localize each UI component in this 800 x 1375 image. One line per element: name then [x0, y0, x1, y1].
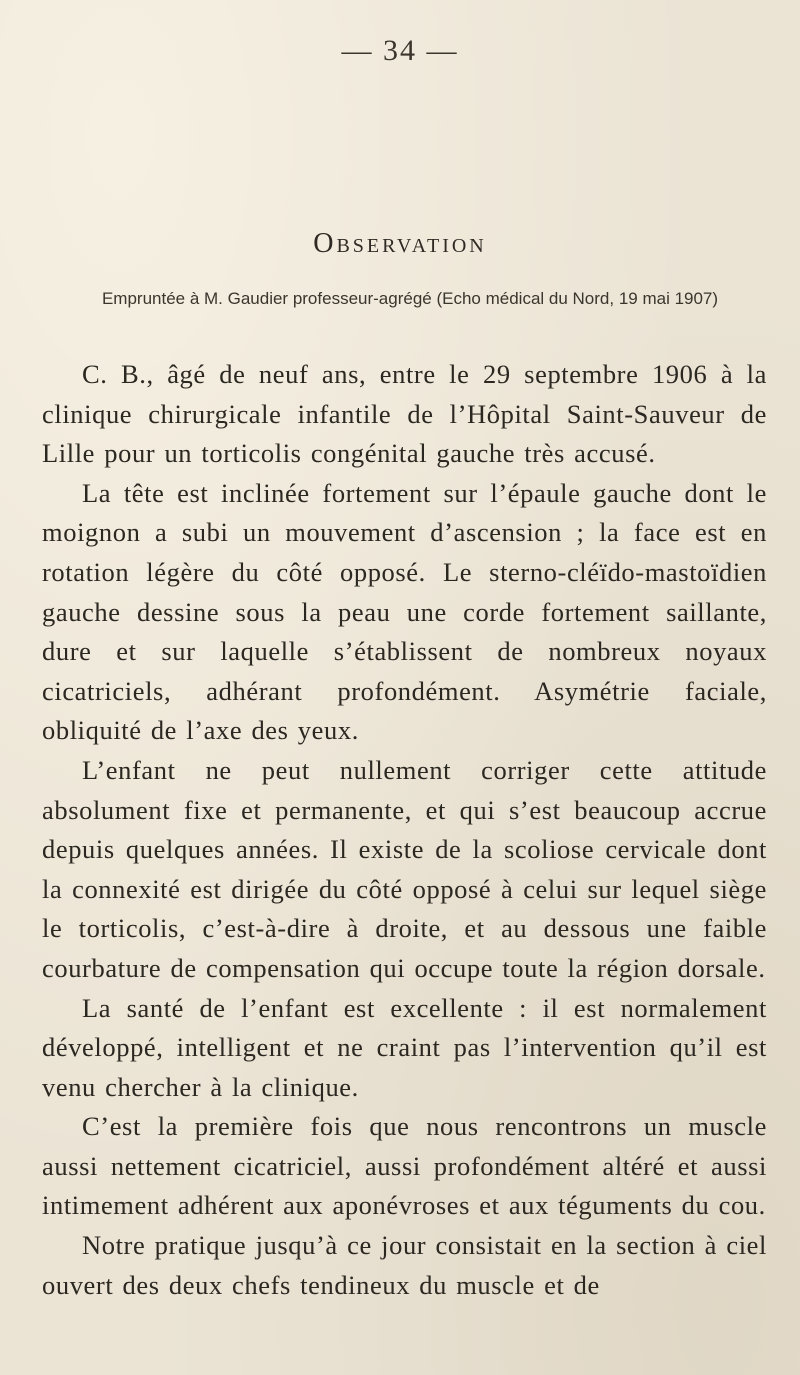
paragraph: C’est la première fois que nous rencontrons un muscle aussi nettement cicatriciel, aussi profondément altéré et aussi intimement adhérent aux aponévroses et aux téguments du cou.: [42, 1111, 767, 1221]
page-number: — 34 —: [341, 34, 459, 67]
paragraph: La tête est inclinée fortement sur l’épaule gauche dont le moignon a subi un mouvement d’ascension ; la face est en rotation légère du côté opposé. Le sterno-cléïdo-mastoïdien gauche dessine sous la peau une corde fortement saillante, dure et sur laquelle s’établissent de nombreux noyaux cicatriciels, adhérant profondément. Asymétrie faciale, obliquité de l’axe des yeux.: [42, 477, 767, 746]
source-note: Empruntée à M. Gaudier professeur-agrégé (Echo médical du Nord, 19 mai 1907): [101, 289, 719, 308]
paragraph: L’enfant ne peut nullement corriger cette attitude absolument fixe et permanente, et qui s’est beaucoup accrue depuis quelques années. Il existe de la scoliose cervicale dont la connexité est dirigée du côté opposé à celui sur lequel siège le torticolis, c’est-à-dire à droite, et au dessous une faible courbature de compensation qui occupe toute la région dorsale.: [42, 754, 767, 983]
paragraph: La santé de l’enfant est excellente : il est normalement développé, intelligent et ne craint pas l’intervention qu’il est venu chercher à la clinique.: [42, 992, 767, 1102]
paragraph: C. B., âgé de neuf ans, entre le 29 septembre 1906 à la clinique chirurgicale infantile de l’Hôpital Saint-Sauveur de Lille pour un torticolis congénital gauche très accusé.: [42, 359, 767, 469]
paragraph: Notre pratique jusqu’à ce jour consistait en la section à ciel ouvert des deux chefs tendineux du muscle et de: [42, 1230, 767, 1300]
body-text: [42, 355, 767, 1305]
section-heading: Observation: [313, 228, 487, 259]
